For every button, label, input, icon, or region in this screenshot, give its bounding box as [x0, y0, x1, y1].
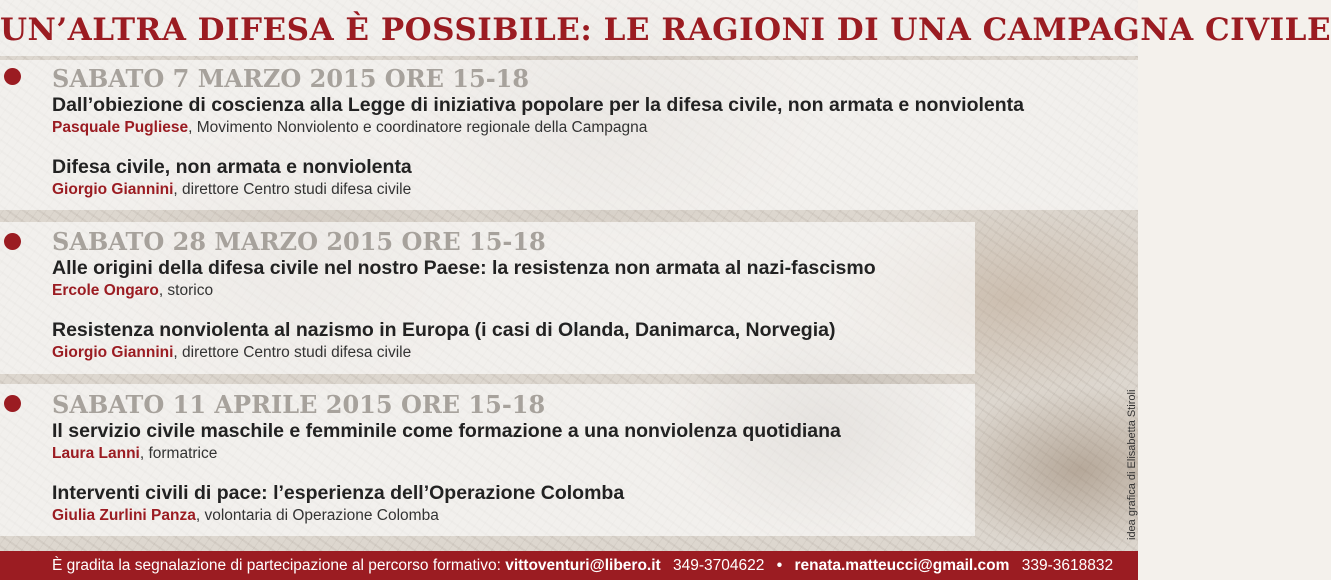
speaker-line — [52, 505, 624, 527]
bullet-icon — [4, 395, 21, 412]
speaker-line — [52, 179, 412, 201]
talk-title: Il servizio civile maschile e femminile come formazione a una nonviolenza quotidiana — [52, 420, 841, 442]
talk-title: Dall’obiezione di coscienza alla Legge di iniziativa popolare per la difesa civile, non armata e nonviolenta — [52, 94, 1025, 116]
speaker-name: Pasquale Pugliese — [52, 119, 189, 136]
speaker-line — [52, 443, 841, 465]
speaker-role: , direttore Centro studi difesa civile — [173, 181, 412, 198]
talk-2 — [52, 155, 412, 201]
speaker-role: , direttore Centro studi difesa civile — [173, 344, 412, 361]
speaker-line — [52, 342, 835, 364]
session-date: SABATO 28 MARZO 2015 ORE 15-18 — [52, 227, 546, 256]
speaker-role: , Movimento Nonviolento e coordinatore regionale della Campagna — [188, 119, 648, 136]
footer-text: È gradita la segnalazione di partecipazione al percorso formativo: — [52, 557, 501, 574]
phone-2: 339-3618832 — [1021, 557, 1114, 574]
talk-2 — [52, 481, 624, 527]
talk-2 — [52, 318, 835, 364]
phone-1: 349-3704622 — [673, 557, 765, 574]
talk-1 — [52, 93, 1024, 139]
talk-title: Resistenza nonviolenta al nazismo in Europa (i casi di Olanda, Danimarca, Norvegia) — [52, 319, 836, 341]
email-link-1[interactable]: vittoventuri@libero.it — [505, 557, 661, 574]
speaker-role: , formatrice — [139, 445, 218, 462]
talk-title: Alle origini della difesa civile nel nostro Paese: la resistenza non armata al nazi-fascismo — [52, 257, 876, 279]
speaker-name: Giorgio Giannini — [52, 181, 174, 198]
speaker-line — [52, 280, 876, 302]
session-date: SABATO 7 MARZO 2015 ORE 15-18 — [52, 64, 530, 93]
footer-content — [52, 551, 1113, 580]
speaker-name: Laura Lanni — [52, 445, 140, 462]
contact-footer — [0, 551, 1138, 580]
talk-title: Difesa civile, non armata e nonviolenta — [52, 156, 412, 178]
email-link-2[interactable]: renata.matteucci@gmail.com — [794, 557, 1010, 574]
bullet-icon — [4, 233, 21, 250]
speaker-name: Giorgio Giannini — [52, 344, 174, 361]
speaker-line — [52, 117, 1024, 139]
graphic-credit: idea grafica di Elisabetta Stiroli — [1126, 389, 1138, 540]
speaker-role: , storico — [158, 282, 214, 299]
talk-1 — [52, 256, 876, 302]
talk-title: Interventi civili di pace: l’esperienza dell’Operazione Colomba — [52, 482, 625, 504]
separator-bullet: • — [776, 557, 783, 574]
bullet-icon — [4, 68, 21, 85]
speaker-name: Ercole Ongaro — [52, 282, 159, 299]
talk-1 — [52, 419, 841, 465]
page-title: UN’ALTRA DIFESA È POSSIBILE: LE RAGIONI DI UNA CAMPAGNA CIVILE — [0, 12, 1331, 48]
speaker-name: Giulia Zurlini Panza — [52, 507, 196, 524]
session-date: SABATO 11 APRILE 2015 ORE 15-18 — [52, 390, 546, 419]
speaker-role: , volontaria di Operazione Colomba — [195, 507, 439, 524]
